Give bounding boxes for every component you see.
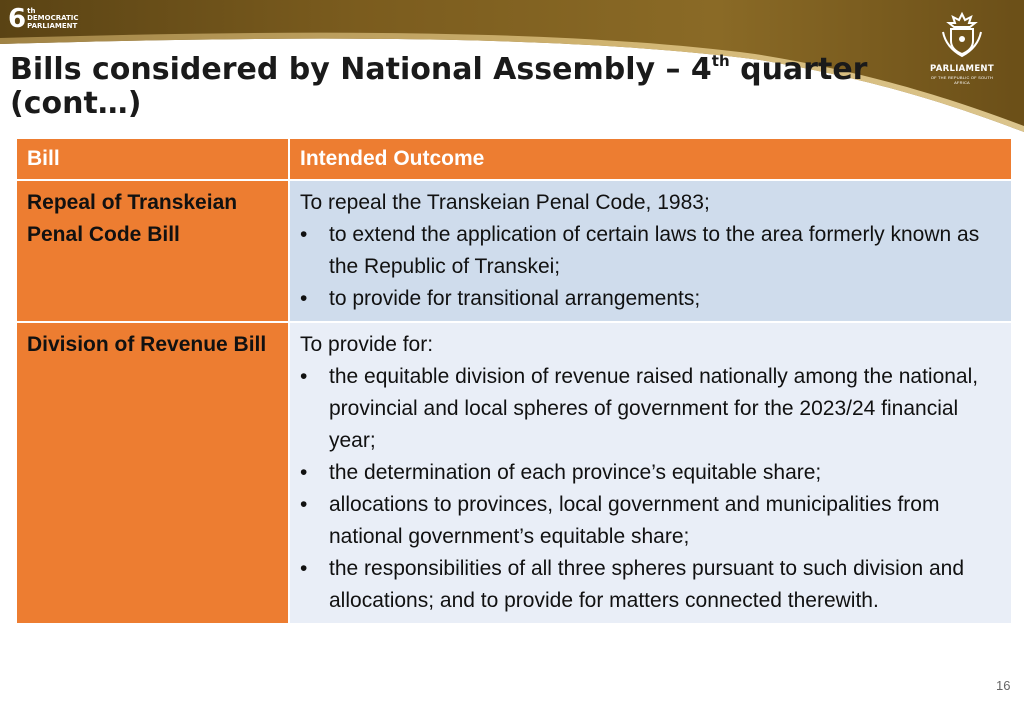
title-main: Bills considered by National Assembly – 4 <box>10 52 712 87</box>
bullet-text: the determination of each province’s equitable share; <box>329 461 822 484</box>
bullet-point <box>300 219 1001 283</box>
table-row <box>16 180 1012 322</box>
bullet-text: to extend the application of certain laws to the area formerly known as the Republic of Transkei; <box>329 223 980 278</box>
bullet-icon: • <box>300 287 308 310</box>
table-header-row <box>16 138 1012 180</box>
title-rest: quarter (cont…) <box>10 52 868 121</box>
bullet-text: the responsibilities of all three spheres pursuant to such division and allocations; and to provide for matters connected therewith. <box>329 557 965 612</box>
bullet-icon: • <box>300 493 308 516</box>
bullet-point <box>300 489 1001 553</box>
bullet-icon: • <box>300 461 308 484</box>
parliament-name: PARLIAMENT <box>930 64 994 74</box>
bullet-icon: • <box>300 557 308 580</box>
bill-name: Division of Revenue Bill <box>16 322 289 624</box>
page-number: 16 <box>996 678 1011 693</box>
bullet-text: the equitable division of revenue raised nationally among the national, provincial and local spheres of government for the 2023/24 financial year; <box>329 365 979 452</box>
parliament-subtitle: OF THE REPUBLIC OF SOUTH AFRICA <box>930 75 994 85</box>
bills-table <box>15 137 1013 625</box>
table-row <box>16 322 1012 624</box>
intended-outcome <box>289 180 1012 322</box>
bullet-point <box>300 553 1001 617</box>
bill-name: Repeal of Transkeian Penal Code Bill <box>16 180 289 322</box>
outcome-points <box>300 361 1001 617</box>
coat-of-arms-icon <box>937 10 987 58</box>
outcome-intro: To provide for: <box>300 333 434 356</box>
bullet-icon: • <box>300 365 308 388</box>
header-intended-outcome: Intended Outcome <box>289 138 1012 180</box>
header-bill: Bill <box>16 138 289 180</box>
logo-line1: DEMOCRATIC <box>27 14 79 23</box>
logo-suffix: th <box>27 6 36 15</box>
bullet-point <box>300 457 1001 489</box>
logo-line2: PARLIAMENT <box>27 21 78 30</box>
sixth-parliament-logo <box>8 4 79 34</box>
bullet-text: to provide for transitional arrangements; <box>329 287 701 310</box>
bullet-text: allocations to provinces, local government and municipalities from national government’s equitable share; <box>329 493 940 548</box>
logo-numeral: 6 <box>8 4 27 34</box>
bullet-icon: • <box>300 223 308 246</box>
parliament-logo <box>924 10 1000 85</box>
title-superscript: th <box>711 52 730 70</box>
slide-title <box>10 44 910 121</box>
intended-outcome <box>289 322 1012 624</box>
bullet-point <box>300 283 1001 315</box>
outcome-intro: To repeal the Transkeian Penal Code, 1983; <box>300 191 710 214</box>
outcome-points <box>300 219 1001 315</box>
bullet-point <box>300 361 1001 457</box>
